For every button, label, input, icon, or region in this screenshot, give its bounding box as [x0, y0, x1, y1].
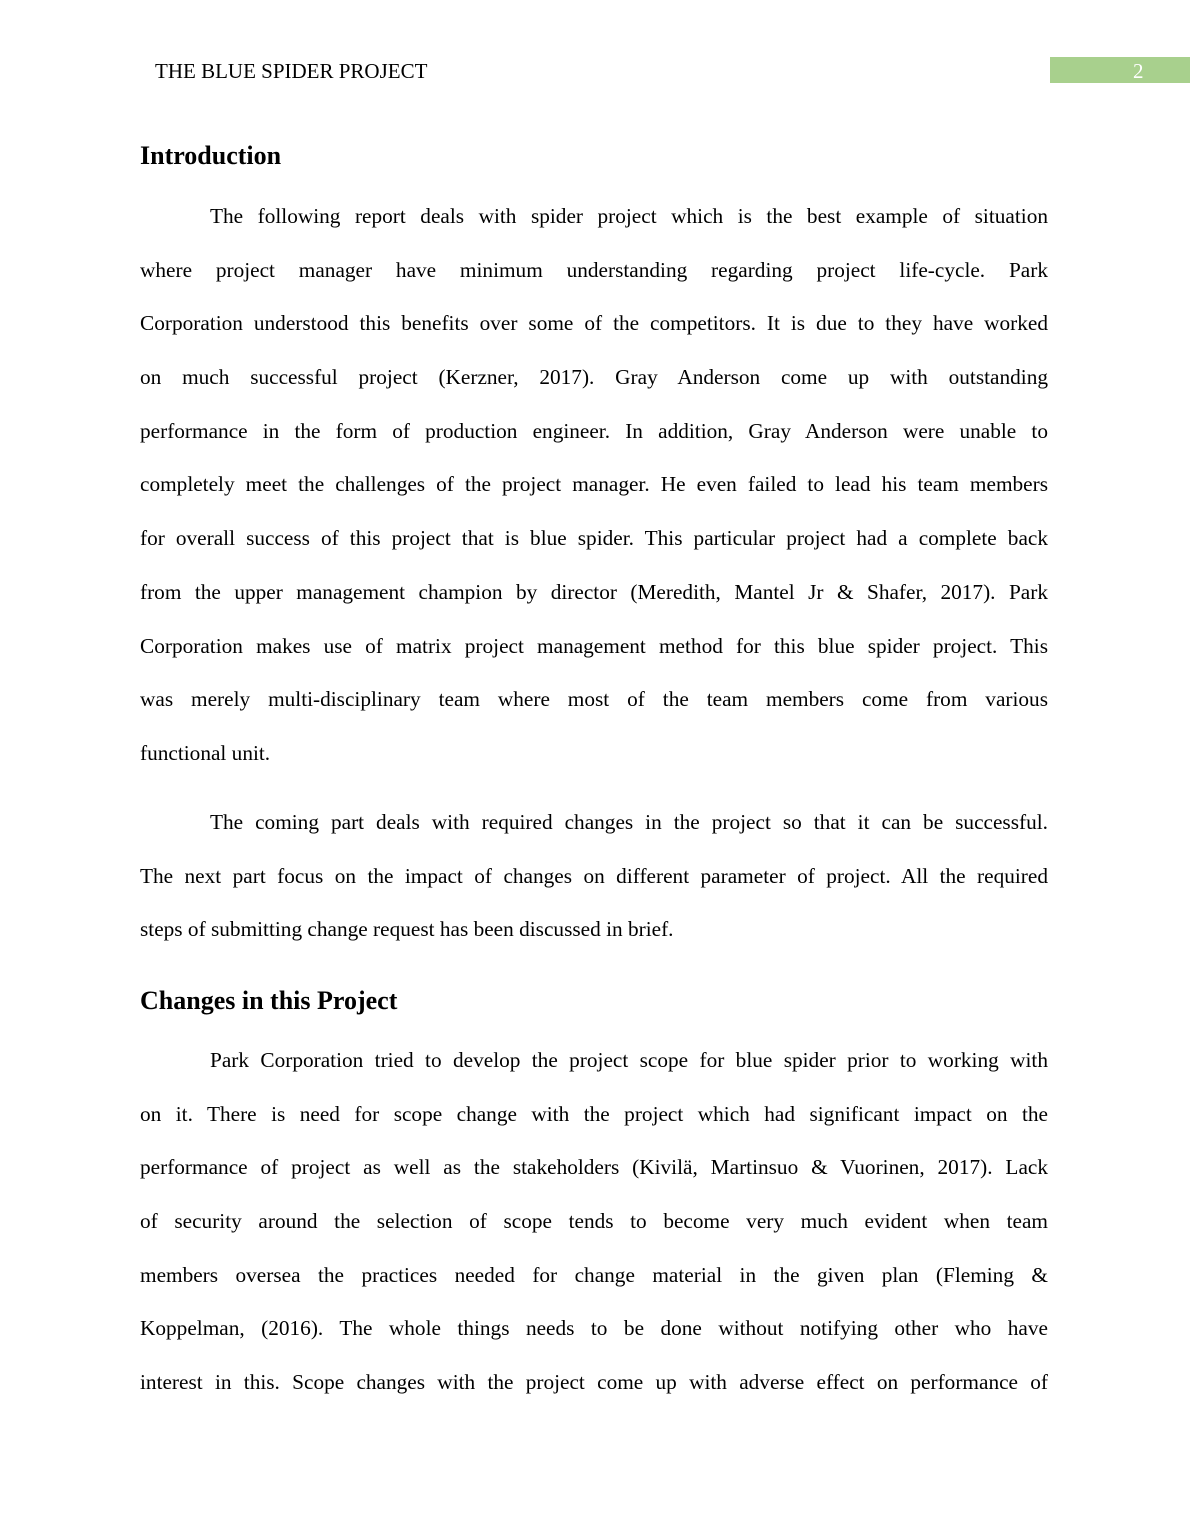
text-line: on it. There is need for scope change with the project which had significant impact on the	[140, 1101, 1048, 1126]
page-number: 2	[1133, 59, 1144, 83]
text-line: completely meet the challenges of the project manager. He even failed to lead his team members	[140, 472, 1048, 497]
paragraph-changes-1	[140, 1034, 1048, 1410]
text-line: The following report deals with spider project which is the best example of situation	[210, 204, 1048, 228]
text-line: was merely multi-disciplinary team where most of the team members come from various	[140, 687, 1048, 712]
text-line: interest in this. Scope changes with the project come up with adverse effect on performance of	[140, 1370, 1048, 1395]
text-line: performance of project as well as the stakeholders (Kivilä, Martinsuo & Vuorinen, 2017). Lack	[140, 1155, 1048, 1180]
page-number-box	[1050, 57, 1190, 83]
text-line: Corporation understood this benefits over some of the competitors. It is due to they have worked	[140, 311, 1048, 336]
text-line: Koppelman, (2016). The whole things needs to be done without notifying other who have	[140, 1316, 1048, 1341]
text-line: for overall success of this project that is blue spider. This particular project had a complete back	[140, 526, 1048, 551]
text-line: Park Corporation tried to develop the project scope for blue spider prior to working with	[210, 1048, 1048, 1072]
text-line: The coming part deals with required changes in the project so that it can be successful.	[210, 810, 1048, 834]
text-line: where project manager have minimum understanding regarding project life-cycle. Park	[140, 257, 1048, 282]
text-line: Corporation makes use of matrix project management method for this blue spider project. This	[140, 633, 1048, 658]
paragraph-intro-1	[140, 190, 1048, 781]
text-line: The next part focus on the impact of changes on different parameter of project. All the required	[140, 863, 1048, 888]
paragraph-intro-2	[140, 796, 1048, 957]
text-line: performance in the form of production engineer. In addition, Gray Anderson were unable to	[140, 418, 1048, 443]
section-heading-introduction: Introduction	[140, 141, 282, 170]
section-heading-changes: Changes in this Project	[140, 986, 398, 1015]
running-title: THE BLUE SPIDER PROJECT	[155, 59, 428, 83]
text-line: from the upper management champion by director (Meredith, Mantel Jr & Shafer, 2017). Park	[140, 579, 1048, 604]
text-line: of security around the selection of scope tends to become very much evident when team	[140, 1209, 1048, 1234]
text-line: on much successful project (Kerzner, 2017). Gray Anderson come up with outstanding	[140, 365, 1048, 390]
text-line: members oversea the practices needed for change material in the given plan (Fleming &	[140, 1262, 1048, 1287]
text-line: functional unit.	[140, 740, 271, 765]
text-line: steps of submitting change request has been discussed in brief.	[140, 917, 674, 942]
